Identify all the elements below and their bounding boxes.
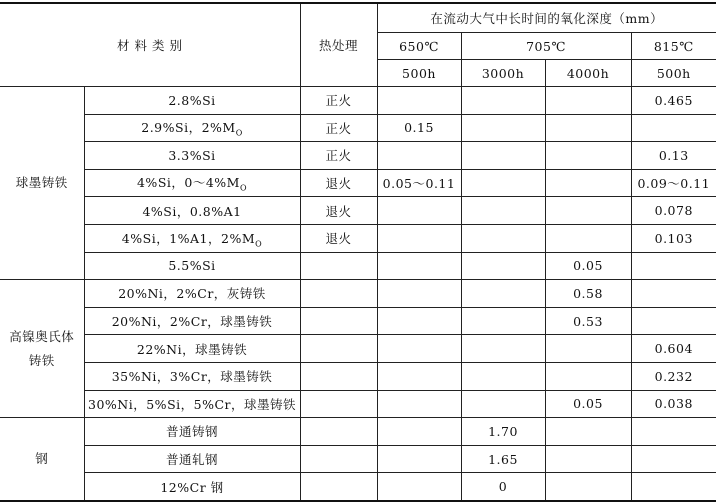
header-temp-650: 650℃	[377, 33, 461, 60]
table-row	[0, 87, 716, 115]
value-650c-500h	[377, 390, 461, 418]
value-650c-500h	[377, 87, 461, 115]
heat-treatment-cell	[300, 252, 377, 280]
material-cell	[84, 252, 300, 280]
material-cell	[84, 473, 300, 501]
header-oxidation-depth: 在流动大气中长时间的氧化深度（mm）	[377, 3, 716, 33]
value-705c-4000h: 0.05	[545, 390, 631, 418]
material-cell	[84, 390, 300, 418]
heat-treatment-cell	[300, 473, 377, 501]
value-815c-500h: 0.038	[631, 390, 716, 418]
material-label: 20%Ni，2%Cr，灰铸铁	[118, 286, 266, 302]
material-label: 4%Si，0～4%M	[136, 175, 240, 191]
material-label: 35%Ni，3%Cr，球墨铸铁	[111, 369, 273, 385]
value-815c-500h: 0.103	[631, 224, 716, 252]
material-subscript: O	[235, 128, 243, 138]
material-cell	[84, 418, 300, 446]
value-705c-3000h	[461, 197, 545, 225]
header-temp-705: 705℃	[461, 33, 631, 60]
material-cell	[84, 307, 300, 335]
heat-treatment-cell: 正火	[300, 114, 377, 142]
table-row	[0, 197, 716, 225]
value-705c-3000h	[461, 362, 545, 390]
value-705c-4000h	[545, 445, 631, 473]
material-label: 4%Si，1%A1，2%M	[121, 230, 256, 246]
table-row	[0, 307, 716, 335]
value-815c-500h: 0.604	[631, 335, 716, 363]
material-cell	[84, 197, 300, 225]
material-label: 普通轧钢	[166, 452, 219, 468]
heat-treatment-cell	[300, 445, 377, 473]
heat-treatment-cell	[300, 307, 377, 335]
value-815c-500h	[631, 307, 716, 335]
table-row	[0, 418, 716, 446]
table-row	[0, 224, 716, 252]
value-650c-500h	[377, 362, 461, 390]
value-705c-4000h	[545, 87, 631, 115]
material-cell	[84, 169, 300, 197]
table-row	[0, 362, 716, 390]
value-705c-4000h	[545, 169, 631, 197]
material-label: 20%Ni，2%Cr，球墨铸铁	[111, 314, 273, 330]
value-705c-3000h	[461, 307, 545, 335]
material-label: 22%Ni，球墨铸铁	[136, 341, 248, 357]
value-705c-4000h: 0.05	[545, 252, 631, 280]
value-705c-4000h	[545, 473, 631, 501]
value-705c-4000h	[545, 362, 631, 390]
value-705c-3000h	[461, 280, 545, 308]
header-duration-705-4000h: 4000h	[545, 60, 631, 87]
material-label: 普通铸钢	[166, 424, 219, 440]
value-705c-3000h	[461, 224, 545, 252]
value-815c-500h	[631, 445, 716, 473]
heat-treatment-cell	[300, 280, 377, 308]
group-name: 球墨铸铁	[0, 87, 84, 280]
value-705c-4000h	[545, 418, 631, 446]
value-705c-4000h	[545, 142, 631, 170]
value-815c-500h	[631, 418, 716, 446]
table-row	[0, 252, 716, 280]
material-label: 4%Si，0.8%A1	[142, 203, 242, 219]
value-705c-4000h: 0.53	[545, 307, 631, 335]
material-cell	[84, 335, 300, 363]
table-row	[0, 473, 716, 501]
heat-treatment-cell	[300, 335, 377, 363]
table-row	[0, 142, 716, 170]
value-815c-500h: 0.078	[631, 197, 716, 225]
material-label: 2.8%Si	[168, 92, 216, 108]
value-815c-500h: 0.232	[631, 362, 716, 390]
heat-treatment-cell	[300, 362, 377, 390]
value-705c-3000h	[461, 252, 545, 280]
material-cell	[84, 87, 300, 115]
value-650c-500h	[377, 280, 461, 308]
group-name: 钢	[0, 418, 84, 501]
header-heat-treatment: 热处理	[300, 3, 377, 87]
value-815c-500h: 0.09～0.11	[631, 169, 716, 197]
heat-treatment-cell: 退火	[300, 197, 377, 225]
value-650c-500h: 0.05～0.11	[377, 169, 461, 197]
value-705c-3000h	[461, 390, 545, 418]
value-705c-4000h	[545, 335, 631, 363]
value-650c-500h	[377, 445, 461, 473]
value-650c-500h	[377, 307, 461, 335]
material-label: 2.9%Si，2%M	[141, 120, 236, 136]
material-cell	[84, 142, 300, 170]
heat-treatment-cell	[300, 390, 377, 418]
material-subscript: O	[239, 183, 248, 193]
value-705c-4000h	[545, 224, 631, 252]
material-subscript: O	[255, 239, 263, 249]
table-row	[0, 280, 716, 308]
material-cell	[84, 445, 300, 473]
material-cell	[84, 280, 300, 308]
value-815c-500h	[631, 114, 716, 142]
header-temp-815: 815℃	[631, 33, 716, 60]
table-row	[0, 335, 716, 363]
value-705c-4000h: 0.58	[545, 280, 631, 308]
value-650c-500h	[377, 335, 461, 363]
heat-treatment-cell: 退火	[300, 224, 377, 252]
value-650c-500h	[377, 473, 461, 501]
value-705c-3000h: 0	[461, 473, 545, 501]
value-705c-3000h	[461, 142, 545, 170]
table-row	[0, 169, 716, 197]
value-650c-500h: 0.15	[377, 114, 461, 142]
material-label: 30%Ni，5%Si，5%Cr，球墨铸铁	[88, 396, 296, 412]
value-705c-4000h	[545, 114, 631, 142]
value-705c-3000h	[461, 335, 545, 363]
value-815c-500h	[631, 280, 716, 308]
oxidation-table	[0, 2, 716, 502]
material-cell	[84, 114, 300, 142]
table-row	[0, 445, 716, 473]
heat-treatment-cell: 退火	[300, 169, 377, 197]
material-cell	[84, 362, 300, 390]
value-650c-500h	[377, 142, 461, 170]
header-duration-815-500h: 500h	[631, 60, 716, 87]
value-815c-500h: 0.13	[631, 142, 716, 170]
group-name: 高镍奥氏体铸铁	[0, 280, 84, 418]
value-705c-4000h	[545, 197, 631, 225]
value-650c-500h	[377, 197, 461, 225]
value-815c-500h	[631, 252, 716, 280]
value-705c-3000h	[461, 114, 545, 142]
material-label: 12%Cr 钢	[160, 479, 224, 495]
value-650c-500h	[377, 252, 461, 280]
value-815c-500h: 0.465	[631, 87, 716, 115]
material-label: 5.5%Si	[168, 258, 216, 274]
header-duration-705-3000h: 3000h	[461, 60, 545, 87]
value-705c-3000h	[461, 87, 545, 115]
header-duration-650-500h: 500h	[377, 60, 461, 87]
material-label: 3.3%Si	[168, 147, 216, 163]
value-815c-500h	[631, 473, 716, 501]
value-705c-3000h: 1.70	[461, 418, 545, 446]
material-cell	[84, 224, 300, 252]
value-650c-500h	[377, 418, 461, 446]
heat-treatment-cell	[300, 418, 377, 446]
heat-treatment-cell: 正火	[300, 142, 377, 170]
header-material-category: 材 料 类 别	[0, 3, 300, 87]
value-705c-3000h: 1.65	[461, 445, 545, 473]
value-705c-3000h	[461, 169, 545, 197]
table-row	[0, 114, 716, 142]
value-650c-500h	[377, 224, 461, 252]
heat-treatment-cell: 正火	[300, 87, 377, 115]
table-row	[0, 390, 716, 418]
